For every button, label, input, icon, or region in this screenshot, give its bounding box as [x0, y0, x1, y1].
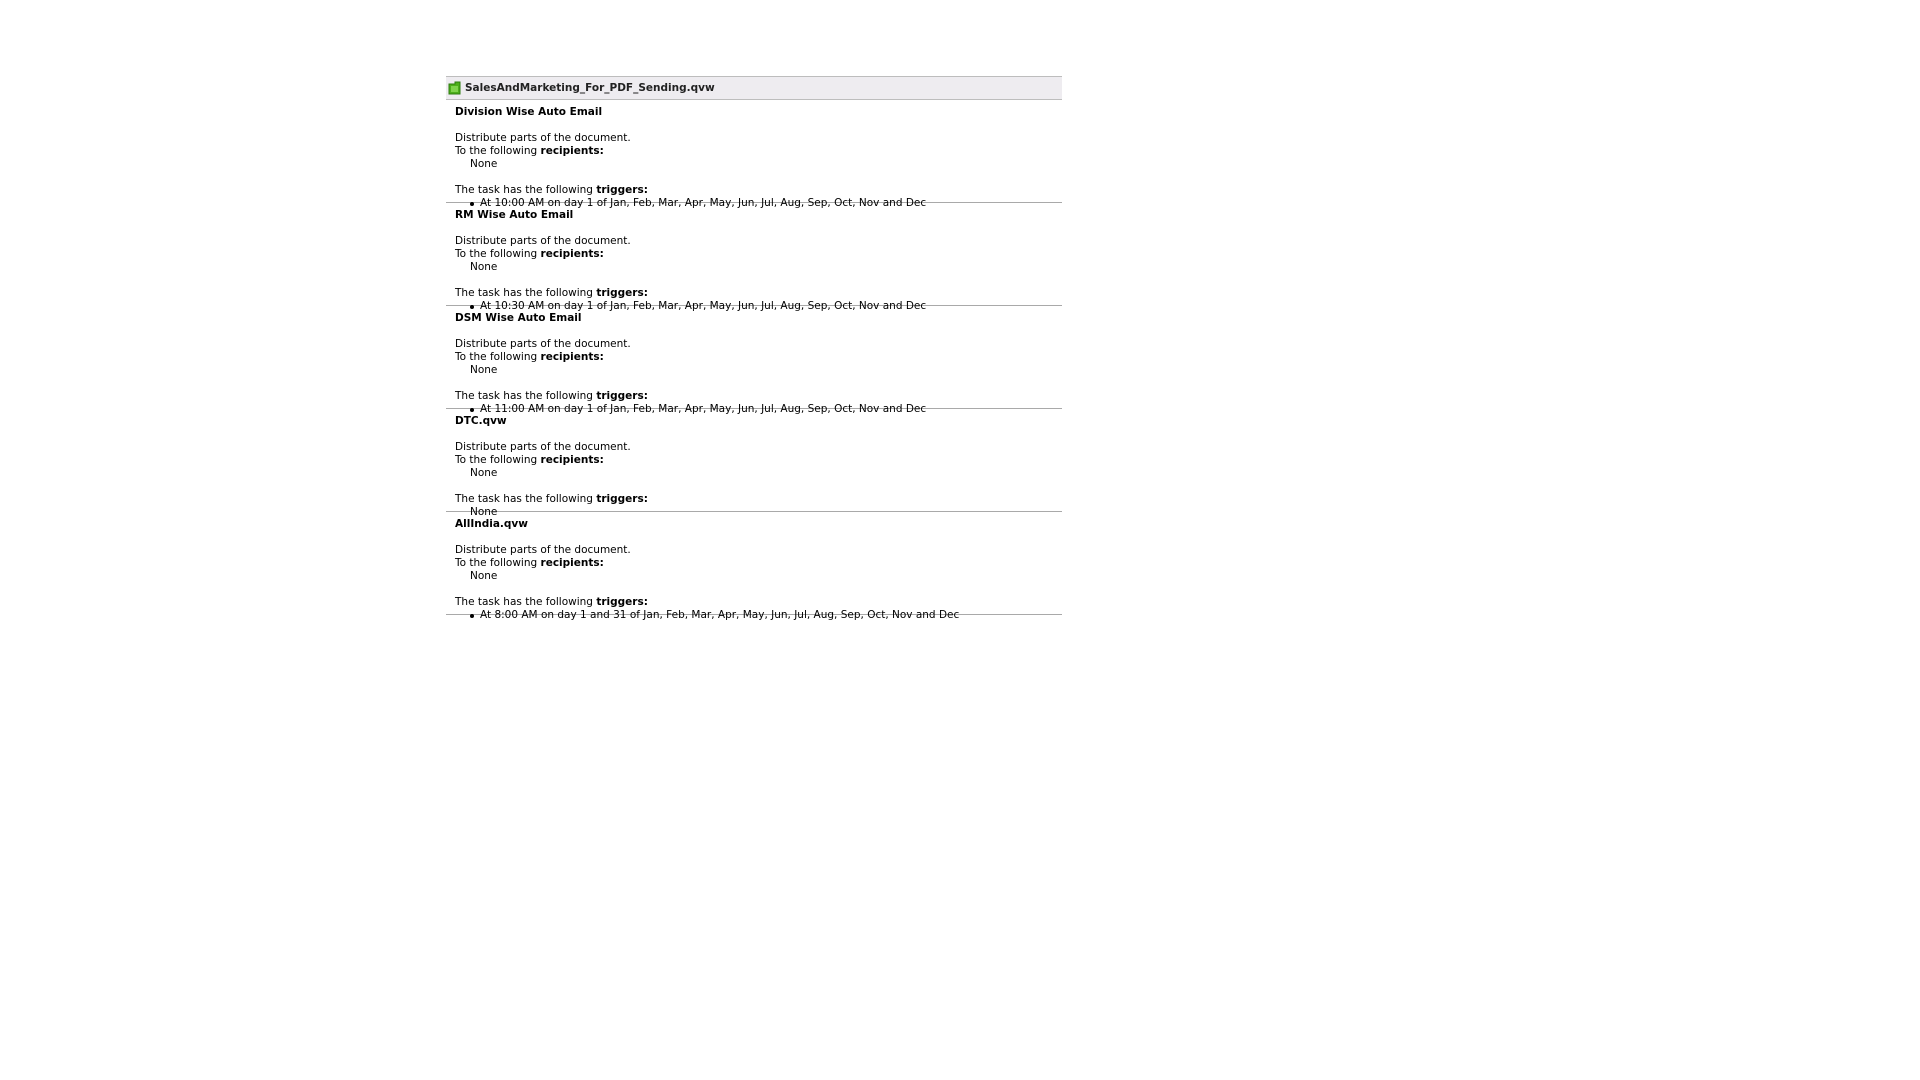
- distribute-text: Distribute parts of the document.: [455, 132, 631, 144]
- triggers-label: The task has the following triggers:: [455, 287, 648, 299]
- trigger-item: At 11:00 AM on day 1 of Jan, Feb, Mar, Apr, May, Jun, Jul, Aug, Sep, Oct, Nov and Dec: [455, 403, 1062, 416]
- recipients-label: To the following recipients:: [455, 145, 604, 157]
- document-header: [446, 76, 1062, 100]
- recipients-value: None: [470, 158, 498, 170]
- task-entry: [446, 306, 1062, 415]
- distribute-text: Distribute parts of the document.: [455, 338, 631, 350]
- recipients-value: None: [470, 467, 498, 479]
- recipients-label: To the following recipients:: [455, 248, 604, 260]
- recipients-value: None: [470, 261, 498, 273]
- trigger-item: At 10:00 AM on day 1 of Jan, Feb, Mar, Apr, May, Jun, Jul, Aug, Sep, Oct, Nov and Dec: [455, 197, 1062, 210]
- bullet-icon: [470, 614, 474, 618]
- distribute-text: Distribute parts of the document.: [455, 235, 631, 247]
- distribute-text: Distribute parts of the document.: [455, 441, 631, 453]
- trigger-item: At 10:30 AM on day 1 of Jan, Feb, Mar, Apr, May, Jun, Jul, Aug, Sep, Oct, Nov and Dec: [455, 300, 1062, 313]
- trigger-item: At 8:00 AM on day 1 and 31 of Jan, Feb, Mar, Apr, May, Jun, Jul, Aug, Sep, Oct, Nov and Dec: [455, 609, 1062, 622]
- recipients-label: To the following recipients:: [455, 454, 604, 466]
- task-name: DTC.qvw: [455, 415, 507, 427]
- task-name: DSM Wise Auto Email: [455, 312, 582, 324]
- recipients-value: None: [470, 364, 498, 376]
- task-name: RM Wise Auto Email: [455, 209, 574, 221]
- triggers-value: None: [470, 506, 498, 518]
- recipients-label: To the following recipients:: [455, 351, 604, 363]
- document-filename: SalesAndMarketing_For_PDF_Sending.qvw: [465, 82, 715, 94]
- triggers-label: The task has the following triggers:: [455, 390, 648, 402]
- triggers-label: The task has the following triggers:: [455, 493, 648, 505]
- triggers-label: The task has the following triggers:: [455, 184, 648, 196]
- task-summary-panel: [446, 76, 1062, 621]
- task-entry: [446, 100, 1062, 209]
- distribute-text: Distribute parts of the document.: [455, 544, 631, 556]
- qvw-document-icon: [448, 81, 461, 95]
- task-entry: [446, 512, 1062, 621]
- task-entry: [446, 203, 1062, 312]
- recipients-label: To the following recipients:: [455, 557, 604, 569]
- triggers-label: The task has the following triggers:: [455, 596, 648, 608]
- task-entry: [446, 409, 1062, 518]
- task-name: AllIndia.qvw: [455, 518, 528, 530]
- recipients-value: None: [470, 570, 498, 582]
- task-name: Division Wise Auto Email: [455, 106, 603, 118]
